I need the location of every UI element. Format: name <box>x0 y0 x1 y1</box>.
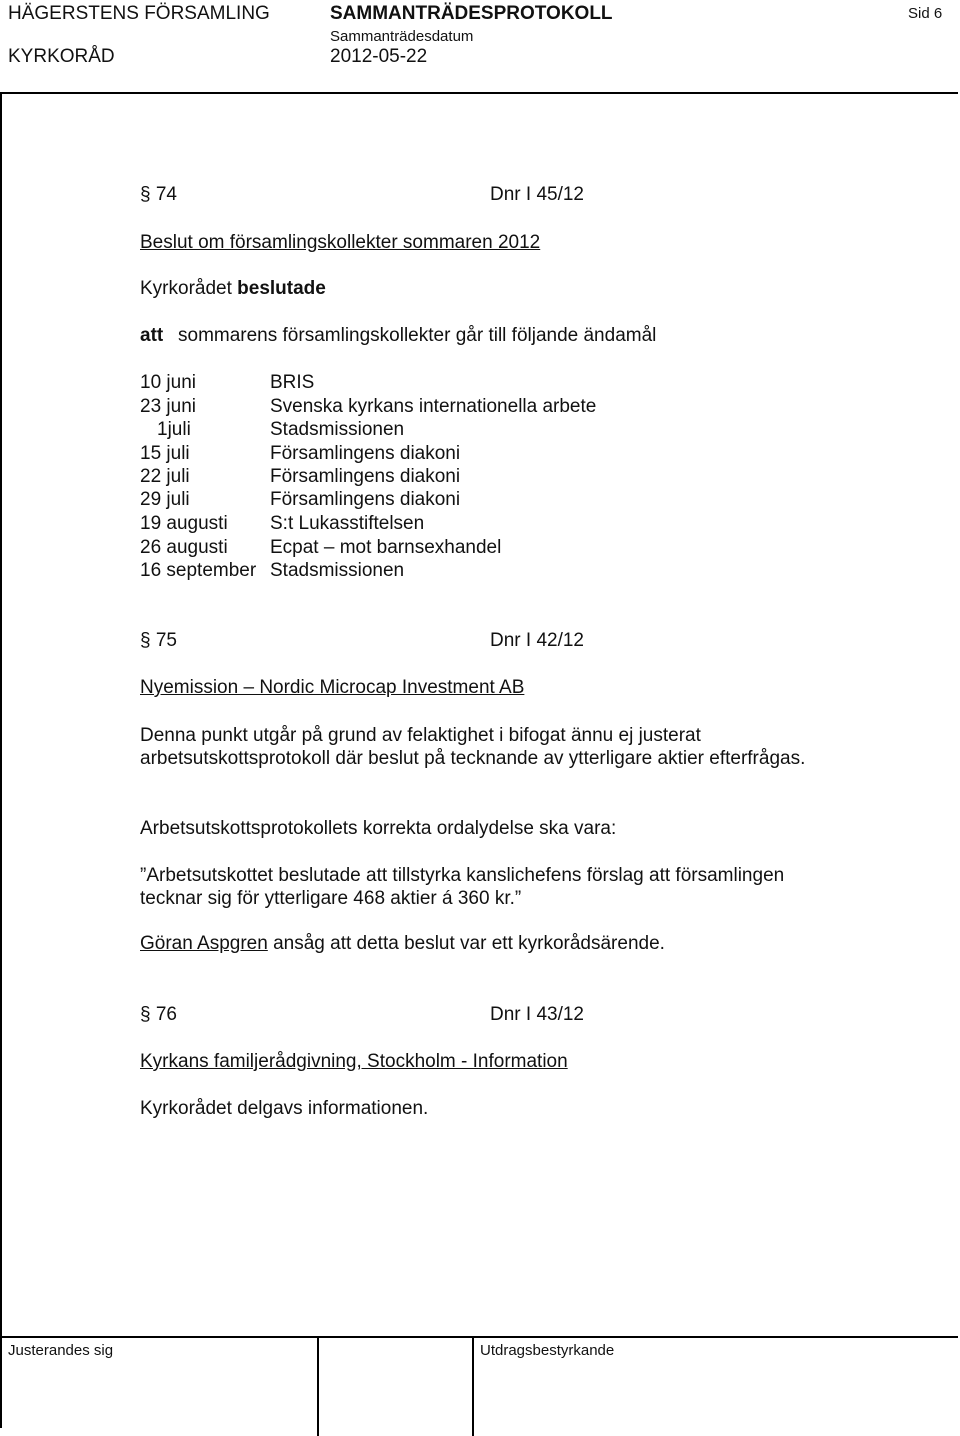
section-75-paragraph-2: Arbetsutskottsprotokollets korrekta ordalydelse ska vara: <box>140 818 617 839</box>
section-74-number: § 74 <box>140 184 177 205</box>
collection-purpose-1: BRIS <box>270 372 315 393</box>
page-number: Sid 6 <box>908 5 943 22</box>
collection-date-5: 22 juli <box>140 466 190 487</box>
section-76-text: Kyrkorådet delgavs informationen. <box>140 1098 429 1119</box>
section-75-paragraph-1: Denna punkt utgår på grund av felaktighet i bifogat ännu ej justerat arbetsutskottsprotokoll där beslut på tecknande av ytterligare aktier efterfrågas. <box>140 725 806 769</box>
member-name: Göran Aspgren <box>140 933 268 954</box>
member-opinion: ansåg att detta beslut var ett kyrkorådsärende. <box>267 933 665 954</box>
section-74-dnr: Dnr I 45/12 <box>490 184 584 205</box>
att-word: att <box>140 325 164 346</box>
collection-purpose-2: Svenska kyrkans internationella arbete <box>270 396 597 417</box>
org-name: HÄGERSTENS FÖRSAMLING <box>8 3 270 24</box>
section-76-dnr: Dnr I 43/12 <box>490 1004 584 1025</box>
section-74-title: Beslut om församlingskollekter sommaren 2012 <box>140 232 541 253</box>
collection-date-6: 29 juli <box>140 489 190 510</box>
collection-date-2: 23 juni <box>140 396 196 417</box>
collection-date-8: 26 augusti <box>140 537 228 558</box>
document-type: SAMMANTRÄDESPROTOKOLL <box>330 3 613 24</box>
date-label: Sammanträdesdatum <box>330 28 474 45</box>
frame-top-line <box>0 92 958 94</box>
section-75-dnr: Dnr I 42/12 <box>490 630 584 651</box>
collection-purpose-9: Stadsmissionen <box>270 560 405 581</box>
collection-purpose-4: Församlingens diakoni <box>270 443 461 464</box>
signature-label: Justerandes sig <box>8 1342 114 1359</box>
collection-purpose-7: S:t Lukasstiftelsen <box>270 513 425 534</box>
section-75-paragraph-4 <box>140 933 665 955</box>
collection-date-9: 16 september <box>140 560 257 581</box>
section-75-number: § 75 <box>140 630 177 651</box>
footer-divider-2 <box>472 1336 474 1436</box>
section-76-title: Kyrkans familjerådgivning, Stockholm - Information <box>140 1051 568 1072</box>
section-74-decision-heading <box>140 278 326 300</box>
section-75-title: Nyemission – Nordic Microcap Investment AB <box>140 677 525 698</box>
footer-divider-1 <box>317 1336 319 1436</box>
collection-purpose-5: Församlingens diakoni <box>270 466 461 487</box>
footer-line <box>0 1336 958 1338</box>
section-76-number: § 76 <box>140 1004 177 1025</box>
collection-date-1: 10 juni <box>140 372 196 393</box>
collection-purpose-6: Församlingens diakoni <box>270 489 461 510</box>
collection-date-3: 1juli <box>157 419 191 440</box>
collection-purpose-8: Ecpat – mot barnsexhandel <box>270 537 502 558</box>
att-text: sommarens församlingskollekter går till följande ändamål <box>178 325 657 346</box>
section-75-quote: ”Arbetsutskottet beslutade att tillstyrka kanslichefens förslag att församlingen tecknar sig för ytterligare 468 aktier á 360 kr.” <box>140 865 785 909</box>
collection-purpose-3: Stadsmissionen <box>270 419 405 440</box>
collection-date-4: 15 juli <box>140 443 190 464</box>
collection-date-7: 19 augusti <box>140 513 228 534</box>
frame-left-line <box>0 92 2 1428</box>
decision-heading-bold: beslutade <box>237 278 326 299</box>
extract-certification-label: Utdragsbestyrkande <box>480 1342 615 1359</box>
meeting-date: 2012-05-22 <box>330 46 428 67</box>
decision-heading-prefix: Kyrkorådet <box>140 278 238 299</box>
body-name: KYRKORÅD <box>8 46 115 67</box>
